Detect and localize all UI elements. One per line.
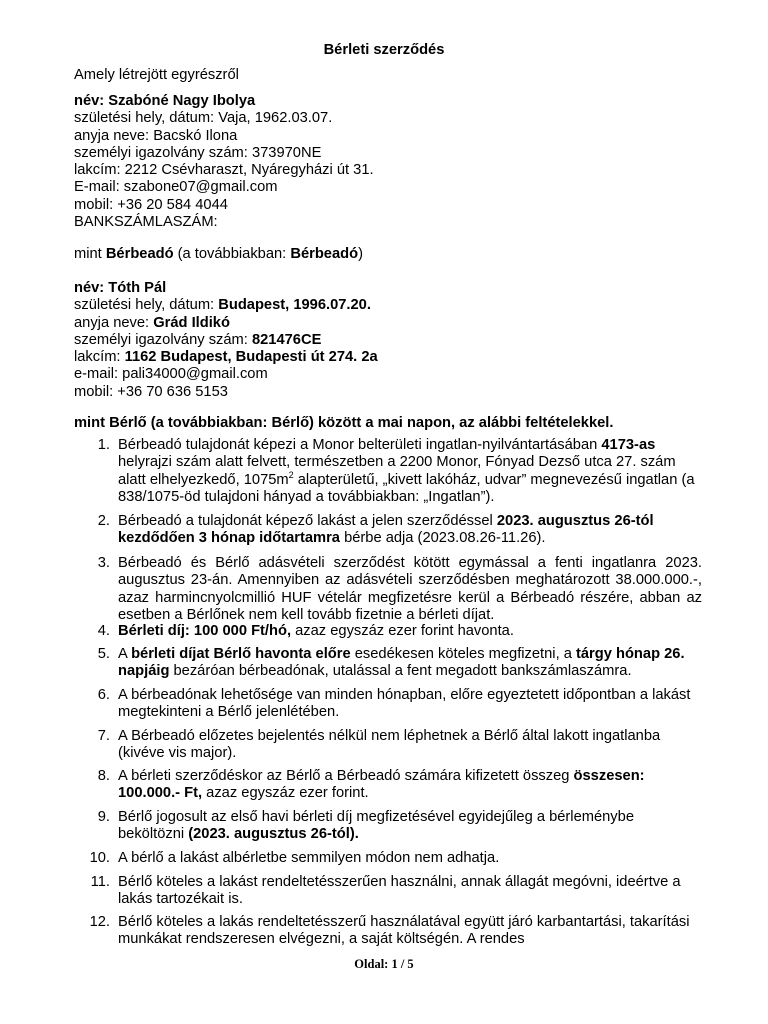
tenant-email-line (74, 366, 714, 383)
landlord-mother-label: anyja neve: (74, 127, 154, 144)
tenant-address: 1162 Budapest, Budapesti út 274. 2a (124, 349, 378, 366)
clause-text: helyrajzi szám alatt felvett, természetben a 2200 Monor, Fónyad Dezső utca 27. szám alatt elhelyezkedő, 1075m (118, 454, 676, 488)
landlord-role-short: Bérbeadó (290, 246, 359, 262)
clause-sup: 2 (288, 469, 294, 480)
clause-number: 2. (97, 513, 110, 529)
clause-10 (74, 850, 702, 867)
clause-text: Bérbeadó a tulajdonát képező lakást a jelen szerződéssel (118, 513, 497, 529)
tenant-role-line: mint Bérlő (a továbbiakban: Bérlő) között a mai napon, az alábbi feltételekkel. (74, 415, 614, 431)
landlord-mother-line (74, 128, 714, 145)
landlord-name-label: név: (74, 93, 109, 109)
clause-number: 8. (97, 768, 110, 784)
clause-4 (74, 623, 702, 640)
clause-text: alapterületű, „kivett lakóház, udvar” megnevezésű ingatlan (a 838/1075-öd tulajdoni hányad a továbbiakban: „Ingatlan”). (118, 471, 695, 505)
landlord-role-line (74, 246, 363, 263)
clause-text: A Bérbeadó előzetes bejelentés nélkül nem léphetnek a Bérlő által lakott ingatlanba (kivéve vis major). (118, 728, 661, 762)
tenant-mother-label: anyja neve: (74, 314, 154, 331)
clause-text: A (118, 646, 132, 662)
landlord-id-line (74, 145, 714, 162)
clause-7 (74, 728, 702, 763)
tenant-address-line (74, 349, 714, 366)
landlord-birth-label: születési hely, dátum: (74, 110, 219, 127)
clause-12 (74, 914, 702, 949)
landlord-birth-line (74, 110, 714, 127)
landlord-address-line (74, 162, 714, 179)
clause-number: 7. (97, 728, 110, 744)
clause-number: 3. (97, 555, 110, 571)
tenant-mobile: mobil: +36 70 636 5153 (74, 383, 228, 400)
clause-number: 1. (97, 437, 110, 453)
clause-bold: 4173-as (601, 437, 656, 453)
clause-11 (74, 874, 702, 909)
tenant-birth-line (74, 297, 714, 314)
tenant-birth: Budapest, 1996.07.20. (218, 297, 371, 314)
landlord-email-line (74, 179, 714, 196)
clause-3 (74, 555, 702, 624)
clause-text: Bérlő köteles a lakást rendeltetésszerűen használni, annak állagát megóvni, ideértve a lakás tartozékait is. (118, 874, 681, 908)
clause-text: Bérlő jogosult az első havi bérleti díj megfizetésével egyidejűleg a bérleménybe beköltözni (118, 809, 634, 843)
landlord-mobile: mobil: +36 20 584 4044 (74, 196, 228, 213)
tenant-address-label: lakcím: (74, 349, 125, 366)
tenant-email-label: e-mail: (74, 366, 123, 383)
landlord-role: Bérbeadó (105, 246, 174, 262)
tenant-block (74, 280, 714, 401)
clause-bold: (2023. augusztus 26-tól). (188, 826, 359, 843)
landlord-role-mid: (a továbbiakban: (173, 246, 291, 262)
clause-9 (74, 809, 702, 844)
landlord-block (74, 93, 714, 231)
clause-number: 10. (89, 850, 110, 866)
landlord-id-label: személyi igazolvány szám: (74, 144, 252, 161)
clause-text: Bérlő köteles a lakás rendeltetésszerű használatával együtt járó karbantartási, takarítási munkákat rendszeresen elvégezni, a saját költségén. A rendes (118, 914, 690, 948)
clause-number: 12. (89, 914, 110, 930)
clause-text: Bérbeadó és Bérlő adásvételi szerződést kötött egymással a fenti ingatlanra 2023. augusztus 23-án. Amennyiben az adásvételi szerződésben meghatározott 38.000.000.-, azaz harmincnyolcmillió HUF vételár megfizetésre kerül a Bérbeadó részére, abban az esetben a Bérlőnek nem kell tovább fizetnie a bérleti díjat. (118, 555, 702, 623)
clause-text: A bérbeadónak lehetősége van minden hónapban, előre egyeztetett időpontban a lakást megtekinteni a Bérlő jelenlétében. (118, 687, 691, 721)
tenant-email: pali34000@gmail.com (122, 366, 268, 383)
intro-text: Amely létrejött egyrészről (74, 67, 239, 83)
clause-2 (74, 513, 702, 548)
clause-bold: 2023. augusztus 26-tól kezdődően 3 hónap időtartamra (118, 513, 654, 547)
tenant-id: 821476CE (251, 331, 322, 348)
clause-bold: összesen: 100.000.- Ft, (118, 768, 645, 802)
clause-number: 4. (97, 623, 110, 639)
landlord-name: Szabóné Nagy Ibolya (108, 93, 256, 109)
page-footer: Oldal: 1 / 5 (354, 957, 414, 971)
landlord-birth: Vaja, 1962.03.07. (218, 110, 333, 127)
clause-text: A bérleti szerződéskor az Bérlő a Bérbeadó számára kifizetett összeg (118, 768, 574, 784)
clause-text: bérbe adja (2023.08.26-11.26). (339, 530, 546, 547)
landlord-address: : 2212 Csévharaszt, Nyáregyházi út 31. (116, 162, 374, 179)
landlord-id: 373970NE (251, 144, 322, 161)
clause-bold: Bérleti díj: 100 000 Ft/hó, (118, 623, 292, 639)
clause-bold: tárgy hónap 26. napjáig (118, 646, 685, 680)
clause-number: 5. (97, 646, 110, 662)
clause-text: azaz egyszáz ezer forint. (202, 785, 369, 802)
landlord-bank-label: BANKSZÁMLASZÁM: (74, 214, 218, 231)
tenant-name-line: név: Tóth Pál (74, 280, 167, 296)
tenant-id-line (74, 332, 714, 349)
clause-8 (74, 768, 702, 803)
landlord-name-line (74, 93, 714, 110)
clause-bold: bérleti díjat Bérlő havonta előre (131, 646, 351, 662)
clause-number: 11. (90, 874, 110, 890)
tenant-mother: Grád Ildikó (153, 314, 230, 331)
document-title: Bérleti szerződés (323, 42, 445, 58)
clause-number: 6. (97, 687, 110, 703)
clause-text: esedékesen köteles megfizetni, a (350, 646, 576, 662)
landlord-address-label: lakcím (74, 162, 117, 179)
landlord-email-label: E-mail: (74, 179, 124, 196)
clause-1 (74, 437, 702, 506)
landlord-role-end: ) (358, 246, 363, 262)
clause-text: bezáróan bérbeadónak, utalással a fent megadott bankszámlaszámra. (169, 663, 632, 680)
landlord-email: szabone07@gmail.com (123, 179, 278, 196)
clause-6 (74, 687, 702, 722)
clause-number: 9. (97, 809, 110, 825)
clause-5 (74, 646, 702, 681)
landlord-role-pre: mint (74, 246, 106, 262)
tenant-mother-line (74, 315, 714, 332)
tenant-birth-label: születési hely, dátum: (74, 297, 219, 314)
clause-text: azaz egyszáz ezer forint havonta. (291, 623, 514, 639)
clause-text: Bérbeadó tulajdonát képezi a Monor belterületi ingatlan-nyilvántartásában (118, 437, 602, 453)
clause-text: A bérlő a lakást albérletbe semmilyen módon nem adhatja. (118, 850, 500, 866)
landlord-mother: Bacskó Ilona (153, 127, 238, 144)
tenant-id-label: személyi igazolvány szám: (74, 331, 252, 348)
